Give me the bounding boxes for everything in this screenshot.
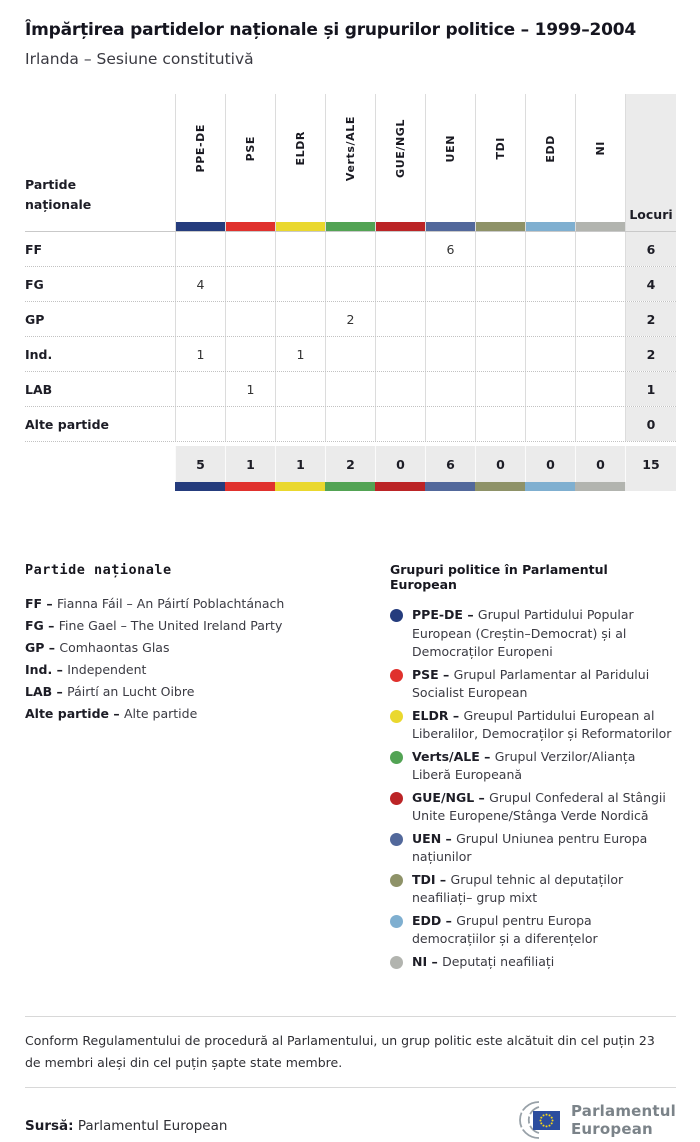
value-cell [375,337,425,371]
seats-cell: 2 [625,302,676,336]
value-cell: 1 [225,372,275,406]
group-color-bar [225,482,275,491]
bars-seats-spacer [625,482,676,491]
group-color-bar [275,482,325,491]
column-header-label: PSE [244,135,257,162]
value-cell [525,372,575,406]
political-groups-list [390,606,676,971]
totals-value-cell: 0 [575,446,625,482]
group-color-bar [526,222,575,231]
totals-value-cell: 2 [325,446,375,482]
party-abbr: LAB – [25,684,68,699]
group-color-dot [390,710,403,723]
totals-color-bars [25,482,676,491]
group-color-dot [390,956,403,969]
group-color-bar [226,222,275,231]
group-description [412,748,676,785]
logo-wordmark [571,1102,676,1138]
seats-cell: 6 [625,232,676,266]
group-legend-item [390,666,676,703]
party-legend-item [25,615,390,637]
value-cell [475,372,525,406]
column-header-label: ELDR [294,131,307,166]
group-color-dot [390,874,403,887]
seats-cell: 1 [625,372,676,406]
group-description [412,707,676,744]
value-cell [325,267,375,301]
column-header-label: TDI [494,137,507,160]
party-legend-item [25,681,390,703]
table-row [25,302,676,337]
value-cell [225,232,275,266]
value-cell [575,302,625,336]
group-color-bar [426,222,475,231]
group-abbr: Verts/ALE – [412,748,495,764]
party-name: Fianna Fáil – An Páirtí Poblachtánach [57,596,285,611]
value-cell [375,372,425,406]
value-cell: 1 [275,337,325,371]
column-header-eldr [275,94,325,231]
value-cell [475,232,525,266]
party-legend-item [25,593,390,615]
group-color-dot [390,915,403,928]
value-cell [225,407,275,441]
group-color-bar [425,482,475,491]
seats-cell: 4 [625,267,676,301]
group-color-bar [476,222,525,231]
party-abbr: Alte partide – [25,706,124,721]
group-abbr: ELDR – [412,707,464,723]
source-row [25,1098,676,1142]
value-cell [175,372,225,406]
value-cell [575,407,625,441]
source-text [25,1118,227,1142]
group-description [412,789,676,826]
group-color-bar [575,482,625,491]
source-label: Sursă: [25,1118,74,1134]
column-header-label: Verts/ALE [344,115,357,182]
value-cell [525,302,575,336]
value-cell [175,232,225,266]
page-title: Împărțirea partidelor naționale și grupurilor politice – 1999–2004 [25,20,637,40]
value-cell [275,407,325,441]
bars-lead-spacer [25,482,175,491]
political-groups-legend [390,562,676,975]
value-cell: 6 [425,232,475,266]
value-cell [375,232,425,266]
value-cell [275,372,325,406]
value-cell [425,302,475,336]
value-cell [575,267,625,301]
logo-line2: European [570,1120,653,1138]
source-divider [25,1087,676,1088]
value-cell [475,302,525,336]
national-parties-list [25,593,390,725]
party-name: Fine Gael – The United Ireland Party [58,618,283,633]
value-cell [375,267,425,301]
row-header-cell [25,94,175,231]
group-description [412,953,554,972]
column-header-label: PPE-DE [194,124,207,173]
totals-label-cell [25,446,175,482]
party-name: Comhaontas Glas [59,640,170,655]
party-label: Ind. [25,346,53,362]
value-cell [325,337,375,371]
seats-column-header: Locuri [625,94,676,231]
column-header-ppe-de [175,94,225,231]
group-name: Deputați neafiliați [442,953,555,969]
group-description [412,912,676,949]
totals-value-cell: 1 [275,446,325,482]
group-abbr: PSE – [412,666,454,682]
value-cell [325,232,375,266]
value-cell [575,337,625,371]
table-row [25,407,676,442]
legends-section [25,562,676,975]
group-name: Grupul pentru Europa democrațiilor și a diferențelor [412,912,598,946]
seats-cell: 2 [625,337,676,371]
party-name: Independent [67,662,147,677]
group-legend-item [390,830,676,867]
group-color-bar [375,482,425,491]
value-cell [225,267,275,301]
group-color-bar [175,482,225,491]
political-groups-legend-heading: Grupuri politice în Parlamentul European [390,562,608,592]
column-header-label: GUE/NGL [394,119,407,178]
party-label: GP [25,311,45,327]
totals-value-cell: 0 [375,446,425,482]
totals-value-cell: 6 [425,446,475,482]
party-label: Alte partide [25,416,109,432]
distribution-table [25,94,676,491]
table-row [25,232,676,267]
party-legend-item [25,637,390,659]
group-abbr: GUE/NGL – [412,789,490,805]
logo-line1: Parlamentul [570,1102,676,1120]
party-abbr: FF – [25,596,58,611]
group-legend-item [390,912,676,949]
column-header-uen [425,94,475,231]
group-name: Grupul Uniunea pentru Europa națiunilor [412,830,648,864]
column-header-gue-ngl [375,94,425,231]
group-name: Greupul Partidului European al Liberalilor, Democraților și Reformatorilor [412,707,672,741]
totals-seats-cell: 15 [625,446,676,482]
parliament-hemicycle-icon [501,1098,563,1142]
table-header-row [25,94,676,232]
party-abbr: GP – [25,640,60,655]
group-color-dot [390,609,403,622]
value-cell [425,337,475,371]
value-cell [175,407,225,441]
page-subtitle: Irlanda – Sesiune constitutivă [25,50,254,68]
source-value: Parlamentul European [77,1118,228,1134]
totals-row [25,446,676,482]
group-abbr: EDD – [412,912,457,928]
group-description [412,871,676,908]
party-label: FG [25,276,44,292]
group-description [412,666,676,703]
value-cell [525,407,575,441]
value-cell [275,267,325,301]
party-abbr: FG – [25,618,59,633]
column-header-label: UEN [444,134,457,163]
group-color-bar [176,222,225,231]
table-row [25,337,676,372]
table-row [25,372,676,407]
column-header-label: NI [594,141,607,156]
group-legend-item [390,707,676,744]
value-cell [325,407,375,441]
group-abbr: PPE-DE – [412,607,478,622]
value-cell [575,232,625,266]
value-cell [475,267,525,301]
group-color-dot [390,751,403,764]
table-row [25,267,676,302]
group-color-dot [390,792,403,805]
national-parties-legend [25,562,390,975]
group-description [412,830,676,867]
value-cell: 1 [175,337,225,371]
group-color-bar [326,222,375,231]
group-color-bar [276,222,325,231]
column-header-edd [525,94,575,231]
value-cell [475,407,525,441]
value-cell [425,267,475,301]
group-legend-item [390,789,676,826]
party-abbr: Ind. – [25,662,68,677]
value-cell [225,337,275,371]
totals-value-cell: 5 [175,446,225,482]
value-cell [375,407,425,441]
party-legend-item [25,703,390,725]
seats-cell: 0 [625,407,676,441]
group-name: Grupul Partidului Popular European (Creștin–Democrat) și al Democraților Europeni [412,607,634,659]
party-name: Páirtí an Lucht Oibre [67,684,195,699]
value-cell [325,372,375,406]
value-cell [575,372,625,406]
group-name: Grupul Confederal al Stângii Unite Europene/Stânga Verde Nordică [412,789,666,823]
party-label: LAB [25,381,53,397]
column-header-ni [575,94,625,231]
group-abbr: UEN – [412,830,457,846]
totals-value-cell: 0 [475,446,525,482]
value-cell [525,337,575,371]
group-abbr: NI – [412,953,443,969]
totals-value-cell: 0 [525,446,575,482]
value-cell [525,232,575,266]
row-header-label: Partide naționale [25,177,92,212]
group-color-bar [475,482,525,491]
value-cell [275,302,325,336]
group-name: Grupul tehnic al deputaților neafiliați– grup mixt [412,871,624,905]
group-legend-item [390,871,676,908]
group-color-dot [390,833,403,846]
value-cell [525,267,575,301]
group-color-bar [525,482,575,491]
value-cell [175,302,225,336]
value-cell [425,407,475,441]
group-abbr: TDI – [412,871,451,887]
value-cell: 4 [175,267,225,301]
value-cell [225,302,275,336]
group-color-dot [390,669,403,682]
party-legend-item [25,659,390,681]
value-cell [375,302,425,336]
party-label: FF [25,241,43,257]
group-legend-item [390,606,676,662]
column-header-label: EDD [544,134,557,163]
group-color-bar [325,482,375,491]
national-parties-legend-heading: Partide naționale [25,562,172,578]
value-cell: 2 [325,302,375,336]
group-description [412,606,676,662]
european-parliament-logo [501,1098,676,1142]
group-color-bar [576,222,625,231]
column-header-tdi [475,94,525,231]
totals-value-cell: 1 [225,446,275,482]
group-name: Grupul Verzilor/Alianța Liberă Europeană [412,748,636,782]
group-legend-item [390,748,676,785]
group-legend-item [390,953,676,972]
group-name: Grupul Parlamentar al Paridului Socialist European [412,666,650,700]
value-cell [425,372,475,406]
footnote-text: Conform Regulamentului de procedură al Parlamentului, un grup politic este alcătuit din cel puțin 23 de membri aleși din cel puțin șapte state membre. [25,1033,655,1070]
group-color-bar [376,222,425,231]
party-name: Alte partide [123,706,198,721]
value-cell [275,232,325,266]
value-cell [475,337,525,371]
column-header-pse [225,94,275,231]
column-header-verts-ale [325,94,375,231]
